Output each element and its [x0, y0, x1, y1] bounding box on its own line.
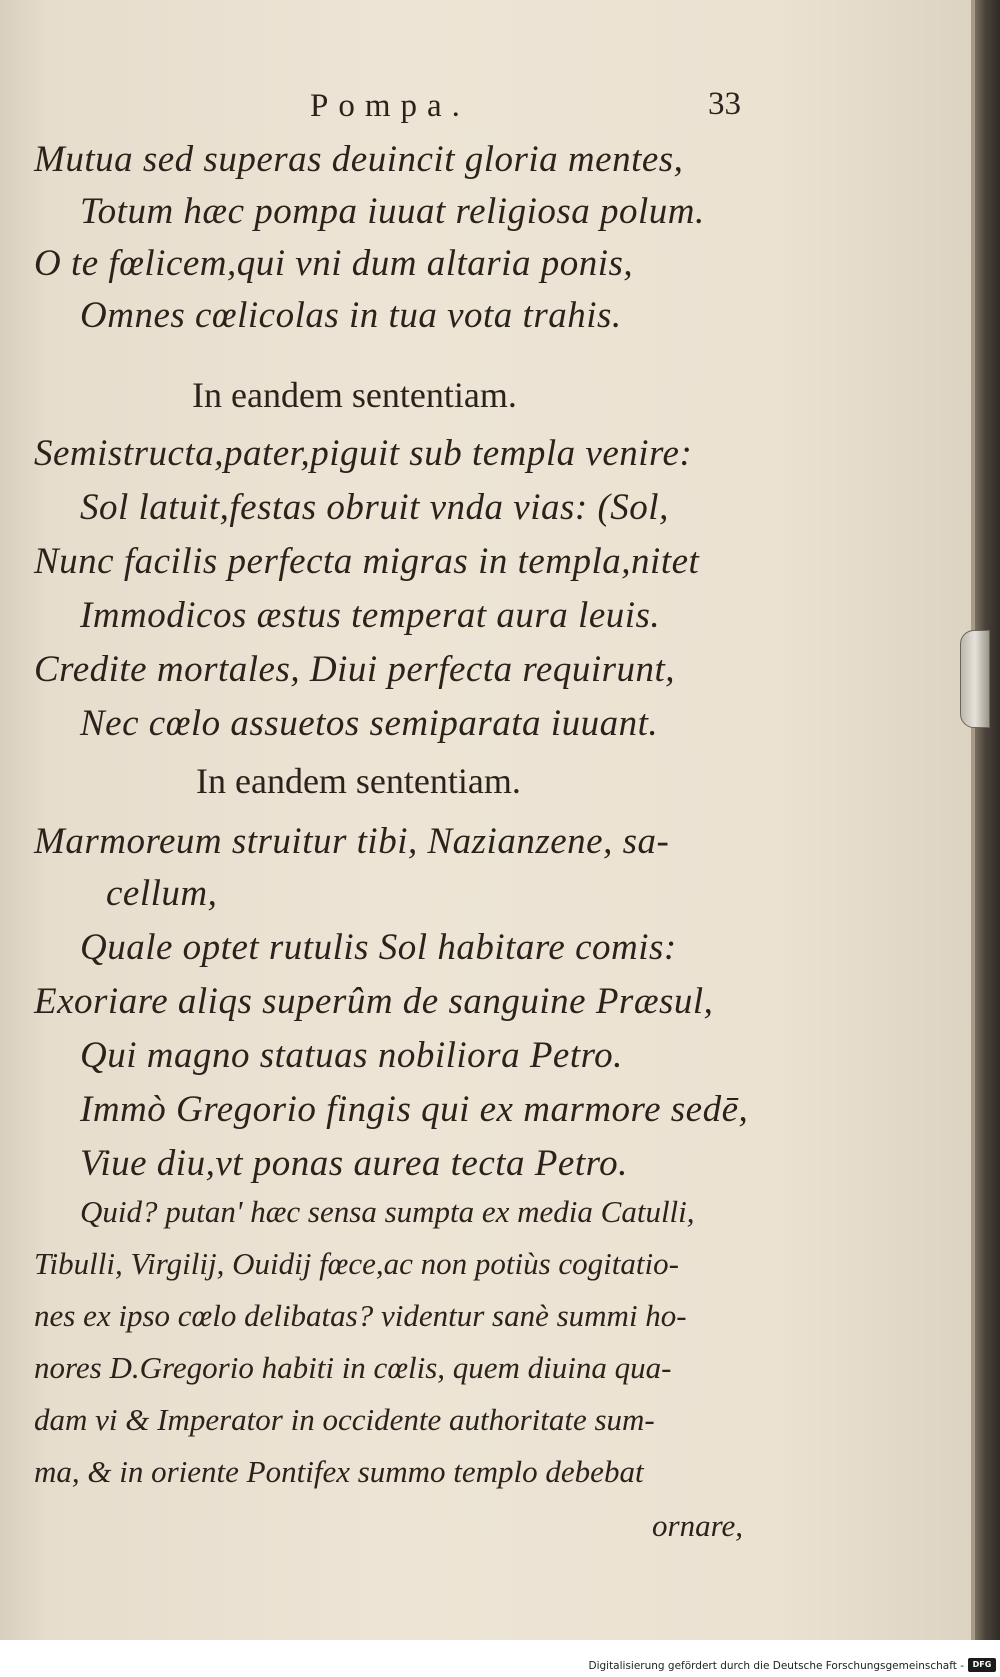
prose-line: ma, & in oriente Pontifex summo templo debebat [34, 1454, 644, 1489]
verse-line: Omnes cœlicolas in tua vota trahis. [80, 295, 622, 336]
prose-line: Tibulli, Virgilij, Ouidij fœce,ac non potiùs cogitatio- [34, 1246, 679, 1281]
verse-line: Mutua sed superas deuincit gloria mentes, [34, 139, 684, 180]
verse-line: Immò Gregorio fingis qui ex marmore sedē, [80, 1089, 749, 1130]
verse-line: cellum, [106, 873, 218, 914]
verse-line: Nunc facilis perfecta migras in templa,nitet [34, 541, 700, 582]
section-heading: In eandem sententiam. [196, 761, 521, 801]
verse-line: Quale optet rutulis Sol habitare comis: [80, 927, 677, 968]
digitization-credit: Digitalisierung gefördert durch die Deutsche Forschungsgemeinschaft - [588, 1660, 964, 1672]
verse-line: O te fœlicem,qui vni dum altaria ponis, [34, 243, 634, 284]
dfg-logo: DFG [968, 1658, 996, 1672]
page-number: 33 [708, 86, 741, 122]
verse-line: Nec cœlo assuetos semiparata iuuant. [80, 703, 659, 744]
page-edge [975, 0, 1000, 1640]
verse-line: Marmoreum struitur tibi, Nazianzene, sa- [34, 821, 670, 862]
verse-line: Exoriare aliqs superûm de sanguine Præsul, [34, 981, 714, 1022]
verse-line: Credite mortales, Diui perfecta requirunt, [34, 649, 676, 690]
prose-line: Quid? putan' hæc sensa sumpta ex media Catulli, [80, 1194, 695, 1229]
prose-line: nores D.Gregorio habiti in cœlis, quem diuina qua- [34, 1350, 672, 1385]
verse-line: Totum hæc pompa iuuat religiosa polum. [80, 191, 705, 232]
prose-line: nes ex ipso cœlo delibatas? videntur sanè summi ho- [34, 1298, 687, 1333]
verse-line: Sol latuit,festas obruit vnda vias: (Sol, [80, 487, 669, 528]
verse-line: Qui magno statuas nobiliora Petro. [80, 1035, 623, 1076]
verse-line: Immodicos æstus temperat aura leuis. [80, 595, 661, 636]
running-title: Pompa. [310, 88, 470, 124]
prose-line: dam vi & Imperator in occidente authoritate sum- [34, 1402, 655, 1437]
prose-line: ornare, [652, 1508, 743, 1543]
section-heading: In eandem sententiam. [192, 375, 517, 415]
verse-line: Viue diu,vt ponas aurea tecta Petro. [80, 1143, 628, 1184]
verse-line: Semistructa,pater,piguit sub templa venire: [34, 433, 693, 474]
